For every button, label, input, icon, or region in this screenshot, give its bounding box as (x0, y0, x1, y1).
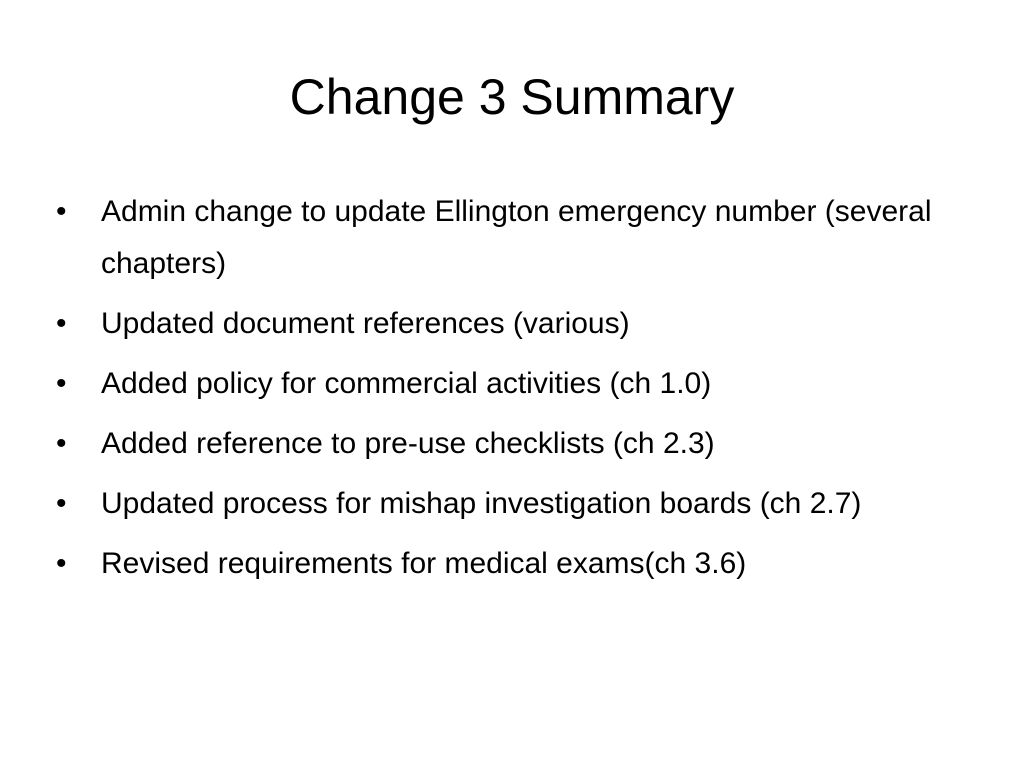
bullet-marker: • (56, 367, 67, 400)
bullet-item (56, 358, 966, 410)
bullet-item (56, 186, 966, 290)
bullet-text: Added policy for commercial activities (ch 1.0) (101, 367, 712, 400)
bullet-item (56, 298, 966, 350)
bullet-text: Updated document references (various) (101, 307, 630, 340)
bullet-list (56, 186, 966, 598)
bullet-marker: • (56, 427, 67, 460)
bullet-marker: • (56, 307, 67, 340)
bullet-item (56, 418, 966, 470)
bullet-item (56, 538, 966, 590)
bullet-marker: • (56, 487, 67, 520)
bullet-text: Added reference to pre-use checklists (ch 2.3) (101, 427, 715, 460)
bullet-text: Revised requirements for medical exams(ch 3.6) (101, 547, 747, 580)
bullet-text: Updated process for mishap investigation boards (ch 2.7) (101, 487, 862, 520)
bullet-item (56, 478, 966, 530)
slide-title: Change 3 Summary (289, 69, 735, 125)
bullet-text: Admin change to update Ellington emergency number (several chapters) (101, 195, 932, 280)
bullet-marker: • (56, 195, 67, 228)
bullet-marker: • (56, 547, 67, 580)
